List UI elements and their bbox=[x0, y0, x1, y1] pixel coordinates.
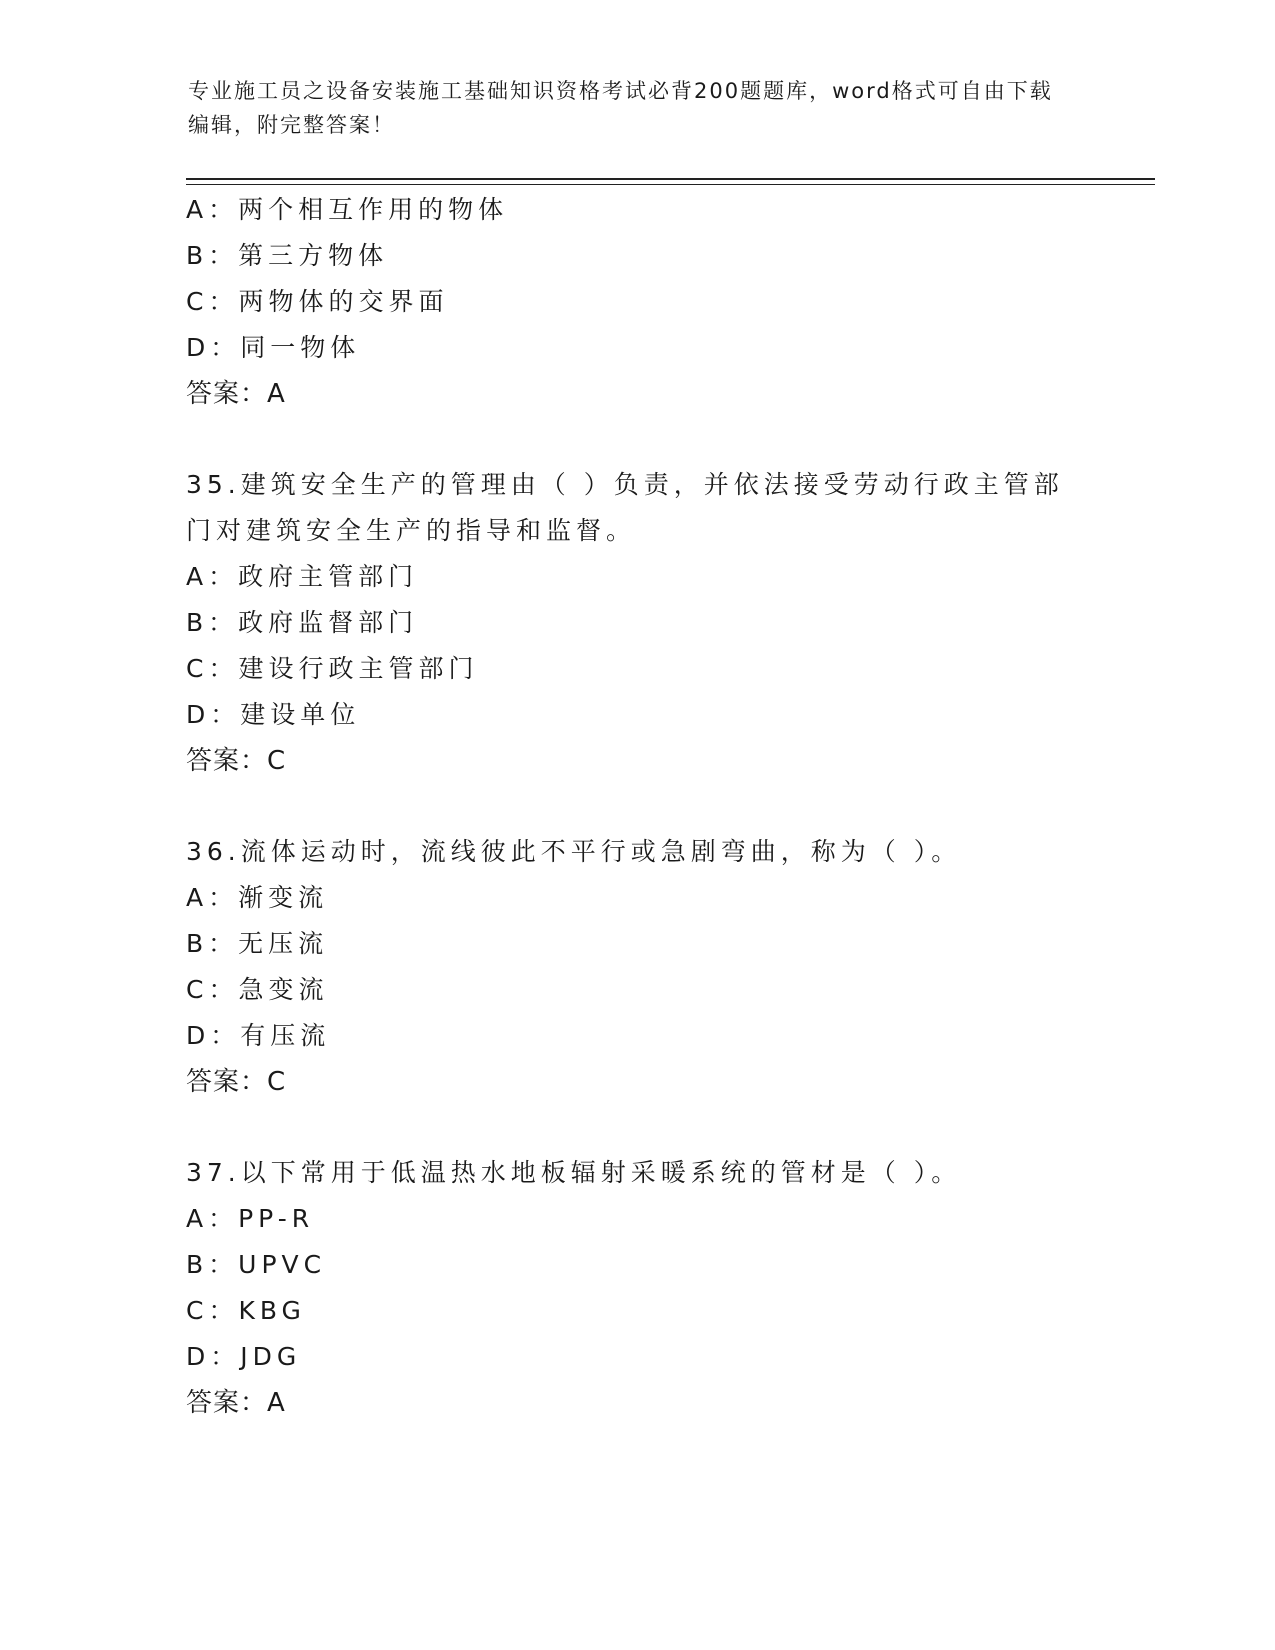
option-c: C：KBG bbox=[186, 1296, 306, 1325]
question-34 bbox=[186, 187, 1066, 417]
answer: 答案：A bbox=[186, 1388, 286, 1418]
answer: 答案：A bbox=[186, 379, 286, 409]
answer: 答案：C bbox=[186, 1067, 287, 1097]
option-b: B：第三方物体 bbox=[186, 241, 389, 270]
document-header: 专业施工员之设备安装施工基础知识资格考试必背200题题库，word格式可自由下载编辑，附完整答案！ bbox=[188, 79, 1053, 137]
question-36 bbox=[186, 829, 1066, 1105]
option-a: A：PP-R bbox=[186, 1204, 315, 1233]
option-a: A：渐变流 bbox=[186, 883, 329, 912]
option-b: B：UPVC bbox=[186, 1250, 327, 1279]
option-d: D：JDG bbox=[186, 1342, 302, 1371]
option-d: D：建设单位 bbox=[186, 700, 361, 729]
header-divider-thin bbox=[186, 184, 1155, 185]
option-c: C：建设行政主管部门 bbox=[186, 654, 479, 683]
question-37 bbox=[186, 1150, 1066, 1426]
header-divider-thick bbox=[186, 178, 1155, 180]
option-c: C：急变流 bbox=[186, 975, 329, 1004]
option-a: A：两个相互作用的物体 bbox=[186, 195, 509, 224]
question-35 bbox=[186, 462, 1066, 784]
option-b: B：无压流 bbox=[186, 929, 329, 958]
option-d: D：同一物体 bbox=[186, 333, 361, 362]
question-stem: 36.流体运动时，流线彼此不平行或急剧弯曲，称为（ ）。 bbox=[186, 837, 962, 866]
question-stem: 35.建筑安全生产的管理由（ ）负责，并依法接受劳动行政主管部门对建筑安全生产的指导和监督。 bbox=[186, 470, 1064, 545]
question-list bbox=[186, 187, 1066, 1426]
question-stem: 37.以下常用于低温热水地板辐射采暖系统的管材是（ ）。 bbox=[186, 1158, 962, 1187]
option-b: B：政府监督部门 bbox=[186, 608, 419, 637]
option-c: C：两物体的交界面 bbox=[186, 287, 449, 316]
option-a: A：政府主管部门 bbox=[186, 562, 419, 591]
answer: 答案：C bbox=[186, 746, 287, 776]
option-d: D：有压流 bbox=[186, 1021, 331, 1050]
